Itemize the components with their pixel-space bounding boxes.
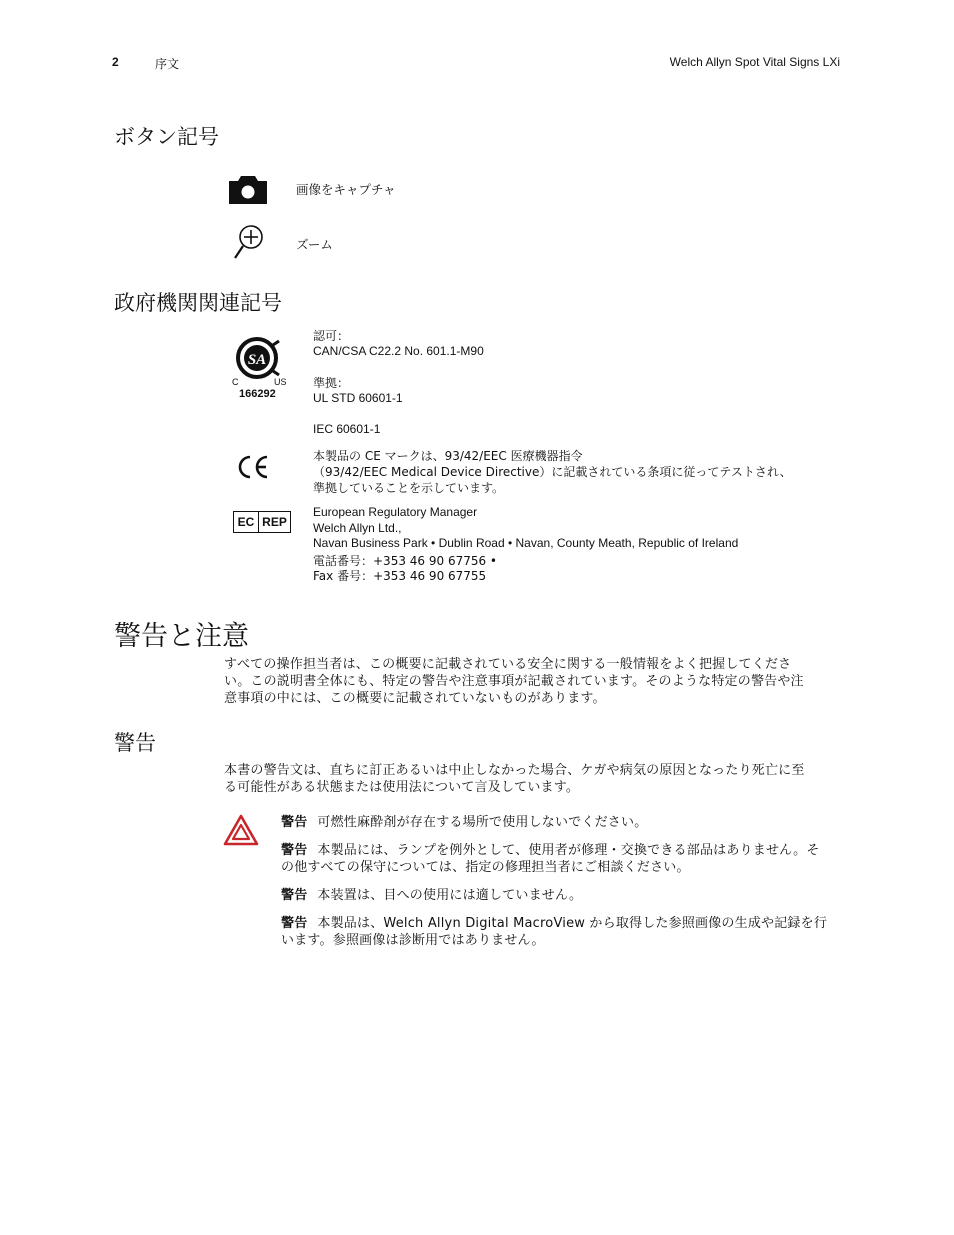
warning-label: 警告 [281,888,308,903]
zoom-label: ズーム [296,237,333,252]
ecrep-line2: Welch Allyn Ltd., [313,521,402,535]
ec-rep-ec: EC [234,512,259,532]
warning-text: 本製品には、ランプを例外として、使用者が修理・交換できる部品はありません。そ [317,843,820,858]
csa-us-mark: US [274,377,287,387]
warning-label: 警告 [281,916,308,931]
ce-text-line2: （93/42/EEC Medical Device Directive）に記載されている条項に従ってテストされ、 [313,465,792,479]
warning-item-3 [281,888,582,905]
ecrep-phone: 電話番号：+353 46 90 67756 • [313,554,498,568]
warning-text: います。参照画像は診断用ではありません。 [281,932,545,948]
ce-mark-icon [236,455,270,479]
warning-text: 可燃性麻酔剤が存在する場所で使用しないでください。 [317,815,648,830]
warning-item-2 [281,843,820,876]
ecrep-fax: Fax 番号：+353 46 90 67755 [313,569,487,583]
ec-rep-icon [233,511,291,533]
ce-text-line3: 準拠していることを示しています。 [313,481,505,495]
ecrep-line3: Navan Business Park • Dublin Road • Navan, County Meath, Republic of Ireland [313,536,739,550]
zoom-icon [233,224,265,260]
section-name: 序文 [155,57,180,71]
ce-text-line1: 本製品の CE マークは、93/42/EEC 医療機器指令 [313,449,583,463]
csa-logo-icon [235,335,283,381]
document-title: Welch Allyn Spot Vital Signs LXi [669,55,840,69]
csa-compliance-ul: UL STD 60601-1 [313,391,403,405]
warning-text: 本製品は、Welch Allyn Digital MacroView から取得した参照画像の生成や記録を行 [317,916,828,931]
warnings-cautions-heading: 警告と注意 [114,621,249,652]
camera-icon [229,176,267,204]
svg-text:SA: SA [247,352,267,368]
warning-label: 警告 [281,843,308,858]
warning-text: 本装置は、目への使用には適していません。 [317,888,583,903]
csa-compliance-label: 準拠： [313,376,350,390]
intro-line: 意事項の中には、この概要に記載されていないものがあります。 [224,691,606,706]
camera-label: 画像をキャプチャ [296,182,396,197]
intro-line: すべての操作担当者は、この概要に記載されている安全に関する一般情報をよく把握してくださ [224,657,792,672]
page-number: 2 [112,55,119,69]
warnings-cautions-intro [224,656,804,707]
warning-label: 警告 [281,815,308,830]
warning-triangle-icon [223,814,259,846]
csa-approval-value: CAN/CSA C22.2 No. 601.1-M90 [313,344,484,358]
warning-item-1 [281,815,647,832]
warnings-intro [224,762,805,796]
warnings-heading: 警告 [114,731,156,755]
warnings-intro-line: 本書の警告文は、直ちに訂正あるいは中止しなかった場合、ケガや病気の原因となったり死亡に至 [224,763,805,778]
warnings-intro-line: る可能性がある状態または使用法について言及しています。 [224,780,580,795]
csa-compliance-iec: IEC 60601-1 [313,422,381,436]
ec-rep-rep: REP [262,515,287,529]
gov-symbols-heading: 政府機関関連記号 [114,291,282,315]
intro-line: い。この説明書全体にも、特定の警告や注意事項が記載されています。そのような特定の警告や注 [224,674,804,689]
csa-number: 166292 [239,388,276,400]
button-symbols-heading: ボタン記号 [114,125,219,149]
csa-c-mark: C [232,377,239,387]
ecrep-line1: European Regulatory Manager [313,505,478,519]
warning-text: の他すべての保守については、指定の修理担当者にご相談ください。 [281,859,690,875]
csa-approval-label: 認可： [313,329,350,343]
warning-item-4 [281,916,827,949]
